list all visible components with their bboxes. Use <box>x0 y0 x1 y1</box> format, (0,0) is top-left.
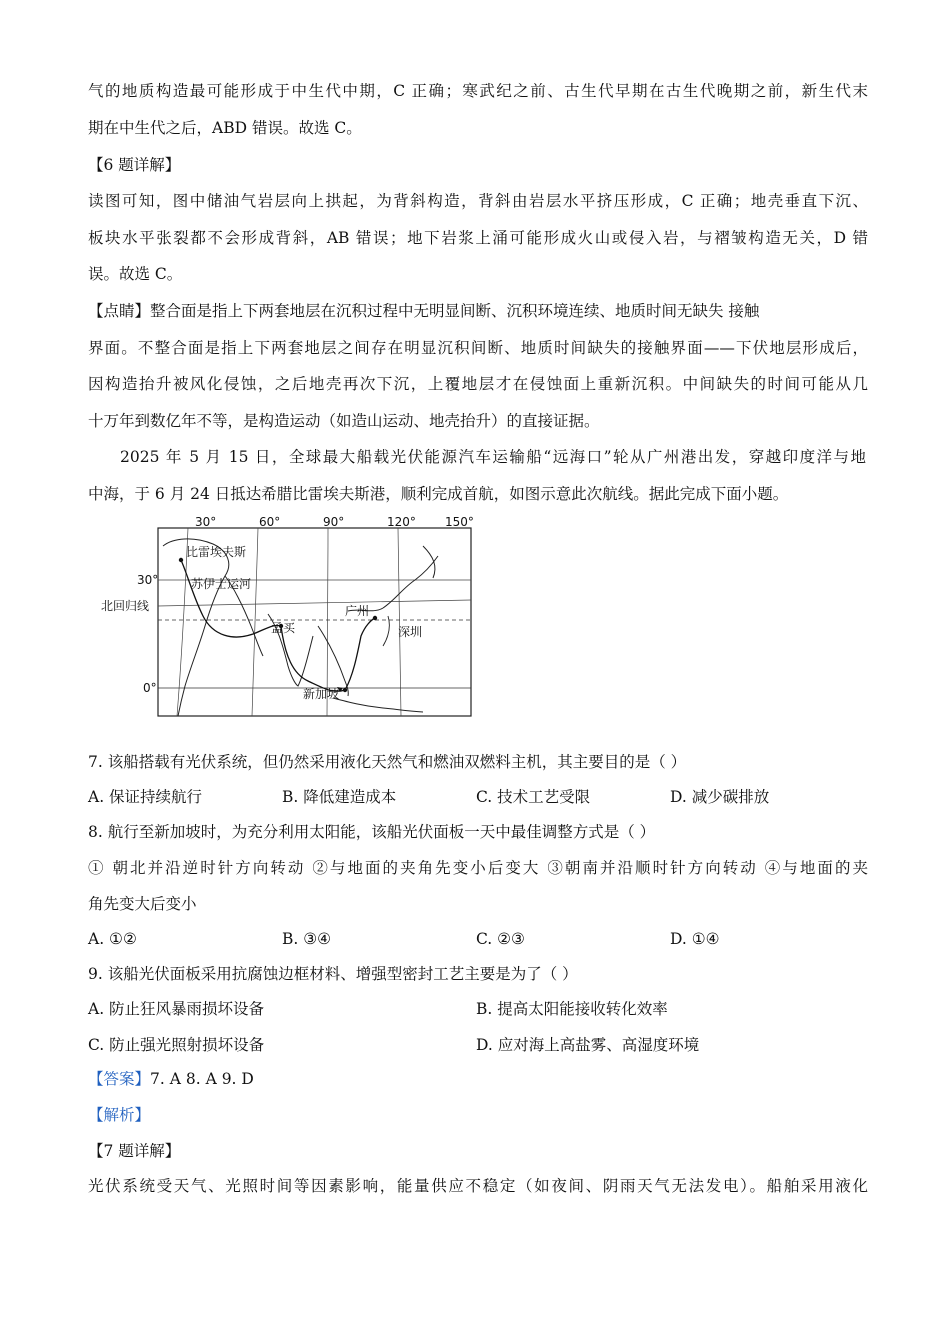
label-singapore: 新加坡 <box>303 687 340 701</box>
text-line-4: 读图可知，图中储油气岩层向上拱起，为背斜构造，背斜由岩层水平挤压形成，C 正确；地壳垂直下沉、 <box>88 192 868 210</box>
label-piraeus: 比雷埃夫斯 <box>186 545 247 559</box>
question-7-option-c: C. 技术工艺受限 <box>476 788 591 806</box>
piraeus-dot <box>179 558 183 562</box>
label-shenzhen: 深圳 <box>398 625 423 639</box>
answer-label: 【答案】 <box>88 1070 151 1088</box>
lon-label-30: 30° <box>195 515 217 529</box>
answer-line <box>88 1068 868 1090</box>
question-8-stem: 8. 航行至新加坡时，为充分利用太阳能，该船光伏面板一天中最佳调整方式是（ ） <box>88 823 656 841</box>
question-7-option-a: A. 保证持续航行 <box>88 788 203 806</box>
section-heading-q7: 【7 题详解】 <box>88 1142 181 1160</box>
answer-text: 7. A 8. A 9. D <box>150 1070 254 1088</box>
question-7-option-b: B. 降低建造成本 <box>282 788 397 806</box>
question-8-items-line-1: ① 朝北并沿逆时针方向转动 ②与地面的夹角先变小后变大 ③朝南并沿顺时针方向转动 ④与地面的夹 <box>88 859 868 877</box>
label-guangzhou: 广州 <box>345 604 370 618</box>
section-heading-q6: 【6 题详解】 <box>88 156 181 174</box>
question-9-option-a: A. 防止狂风暴雨损坏设备 <box>88 1000 265 1018</box>
intro-line-1: 2025 年 5 月 15 日，全球最大船载光伏能源汽车运输船“远海口”轮从广州港出发，穿越印度洋与地 <box>120 448 866 466</box>
question-9-option-c: C. 防止强光照射损坏设备 <box>88 1036 265 1054</box>
lon-label-60: 60° <box>259 515 281 529</box>
question-9-option-b: B. 提高太阳能接收转化效率 <box>476 1000 668 1018</box>
label-mumbai: 孟买 <box>271 621 296 635</box>
text-line-6: 误。故选 C。 <box>88 265 183 283</box>
text-line-2: 期在中生代之后，ABD 错误。故选 C。 <box>88 119 362 137</box>
text-line-1: 气的地质构造最可能形成于中生代中期，C 正确；寒武纪之前、古生代早期在古生代晚期之前，新生代末 <box>88 82 868 100</box>
question-8-items-line-2: 角先变大后变小 <box>88 895 197 913</box>
analysis-label: 【解析】 <box>88 1106 151 1124</box>
question-7-stem: 7. 该船搭载有光伏系统，但仍然采用液化天然气和燃油双燃料主机，其主要目的是（ ） <box>88 753 687 771</box>
question-8-option-c: C. ②③ <box>476 930 525 948</box>
question-9-stem: 9. 该船光伏面板采用抗腐蚀边框材料、增强型密封工艺主要是为了（ ） <box>88 965 578 983</box>
lat-label-0: 0° <box>143 681 157 695</box>
tip-line-3: 因构造抬升被风化侵蚀，之后地壳再次下沉，上覆地层才在侵蚀面上重新沉积。中间缺失的时间可能从几 <box>88 375 868 393</box>
text-line-5: 板块水平张裂都不会形成背斜，AB 错误；地下岩浆上涌可能形成火山或侵入岩，与褶皱构造无关，D 错 <box>88 229 868 247</box>
question-8-option-d: D. ①④ <box>670 930 720 948</box>
tip-line-1: 【点睛】整合面是指上下两套地层在沉积过程中无明显间断、沉积环境连续、地质时间无缺失 接触 <box>88 302 760 320</box>
q7-detail-line-1: 光伏系统受天气、光照时间等因素影响，能量供应不稳定（如夜间、阴雨天气无法发电）。船舶采用液化 <box>88 1177 868 1195</box>
tip-line-2: 界面。不整合面是指上下两套地层之间存在明显沉积间断、地质时间缺失的接触界面——下伏地层形成后， <box>88 339 868 357</box>
question-7-option-d: D. 减少碳排放 <box>670 788 770 806</box>
route-map <box>101 515 478 722</box>
tip-line-4: 十万年到数亿年不等，是构造运动（如造山运动、地壳抬升）的直接证据。 <box>88 412 600 430</box>
tropic-label: 北回归线 <box>101 599 150 613</box>
question-8-option-b: B. ③④ <box>282 930 332 948</box>
label-suez: 苏伊士运河 <box>191 577 252 591</box>
question-8-option-a: A. ①② <box>88 930 137 948</box>
lat-label-30: 30° <box>137 573 159 587</box>
intro-line-2: 中海，于 6 月 24 日抵达希腊比雷埃夫斯港，顺利完成首航，如图示意此次航线。据此完成下面小题。 <box>88 485 789 503</box>
lon-label-90: 90° <box>323 515 345 529</box>
singapore-dot <box>343 688 347 692</box>
question-9-option-d: D. 应对海上高盐雾、高湿度环境 <box>476 1036 700 1054</box>
lon-label-120: 120° <box>387 515 416 529</box>
guangzhou-dot <box>373 616 377 620</box>
lon-label-150: 150° <box>445 515 474 529</box>
